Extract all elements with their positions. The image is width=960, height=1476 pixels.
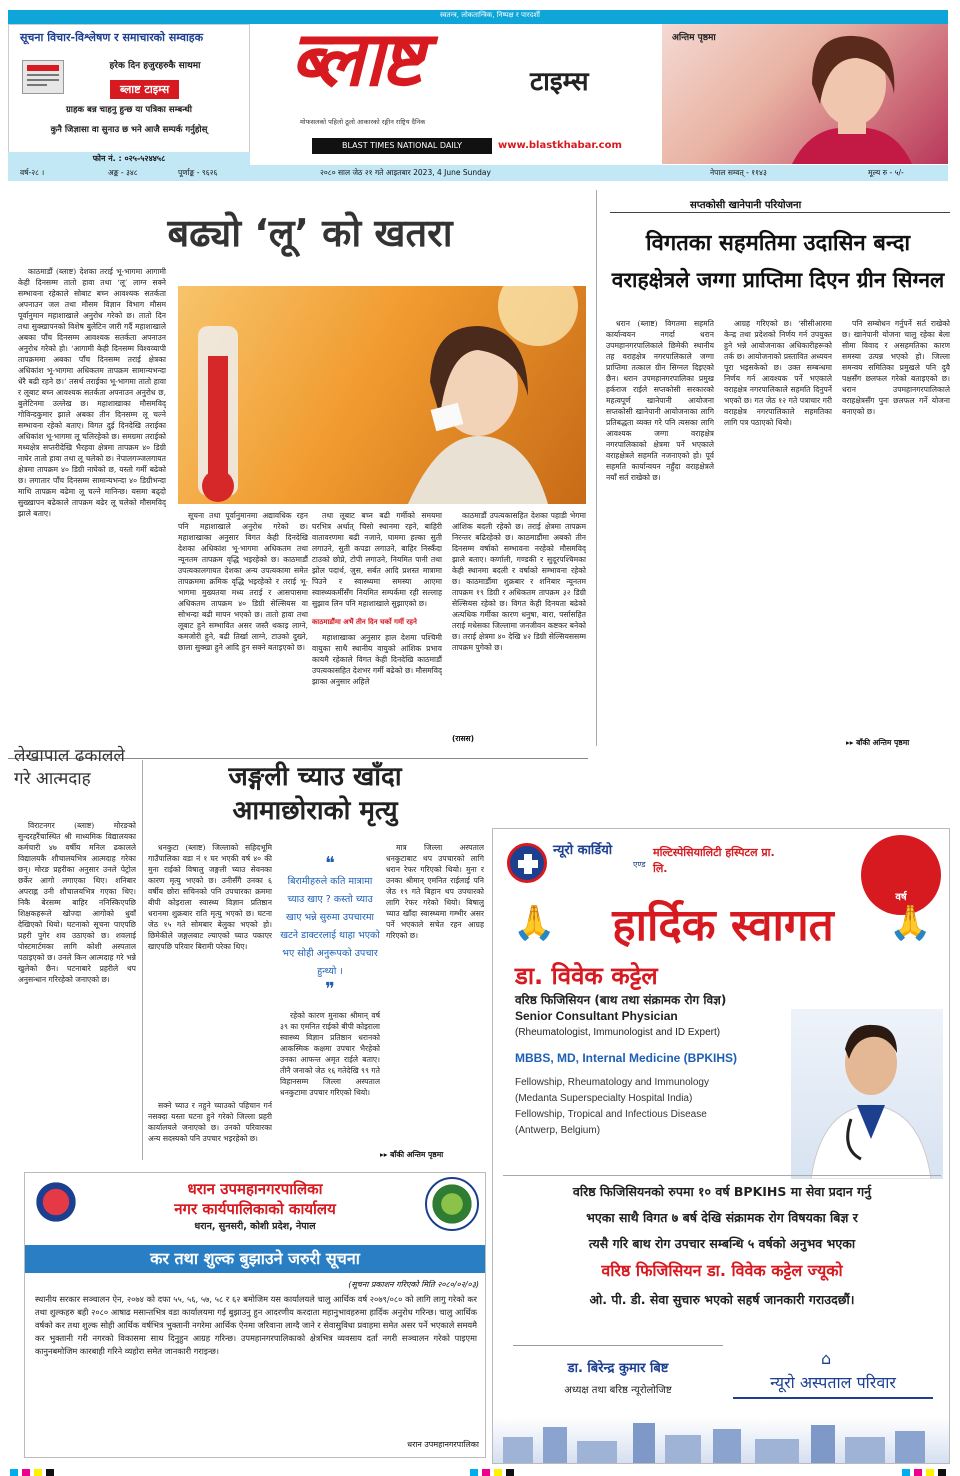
cover-photo [662, 24, 948, 164]
ad-body-line3: त्यसै गरि बाथ रोग उपचार सम्बन्धि ५ वर्षको अनुभव भएका [588, 1236, 856, 1251]
designation-np: वरिष्ठ फिजिसियन (बाथ तथा संक्रामक रोग विज्ञ) [515, 993, 727, 1007]
story2-col2-text: आग्रह गरिएको छ। ‘सीसीआरमा केन्द्र तथा प्रदेशको निर्णय गर्न उपयुक्त हुने भन्ने आयोजनाका अधिकारीहरूको तर्क छ। आयोजनाको प्रस्तावित अध्ययन पूरा भइसकेको छ। उक्त सम्बन्धमा निर्णय गर्न आवश्यक पर्ने भएकाले वराहक्षेत्र नगरपालिकाले सहमति दिनुपर्ने भएको छ। गत जेठ १२ गते पत्राचार गरी वराहक्षेत्र नगरपालिकाले सहमतिका लागि पत्र पठाएको थियो। [724, 319, 832, 427]
issue-year: वर्ष-२८ । [20, 168, 45, 177]
ad-body-line1: वरिष्ठ फिजिसियनको रुपमा १० वर्ष BPKIHS मा सेवा प्रदान गर्नु [572, 1184, 872, 1199]
hospital-ad[interactable] [492, 828, 950, 1464]
tagline: स्वतन्त्र, लोकतान्त्रिक, निष्पक्ष र पारदर्शी [440, 11, 540, 19]
story4-col4 [386, 842, 484, 1148]
story2-kicker: सप्तकोसी खानेपानी परियोजना [690, 200, 802, 211]
subscription-line2: ग्राहक बन्न चाहनु हुन्छ या पत्रिका सम्बन्धी [66, 105, 192, 115]
hospital-family: न्यूरो अस्पताल परिवार [733, 1371, 933, 1399]
story1-subhead: काठमाडौंमा अभैं तीन दिन चर्को गर्मी रहने [312, 618, 417, 626]
notice-body-text: स्थानीय सरकार सञ्चालन ऐन, २०७४ को दफा ५५, ५६, ५७, ५८ र ६२ बमोजिम यस कार्यालयले चालु आर्थिक वर्ष २०७९/०८० को लागि लागु गरेको कर तथा शुल्कहरु बही २०८० आषाढ मसान्तभित्र वडा कार्यालयमा गई बुझाउनु हुन आदरणीय करदाता महानुभावहरुमा हार्दिक अनुरोध गरिन्छ। चालु आर्थिक वर्षको कर तथा शुल्क सोही आर्थिक वर्षभित्र भुक्तानी नगरेमा आर्थिक ऐनमा जरिवाना लाग्दै जाने र सेवासुविधा प्रवाहमा समेत असर पर्ने भएकाले समयमै कर भुक्तानी गरी नगरको विकासमा साथ दिनुहुन आग्रह गरिन्छ। उपमहानगरपालिकाको क्षेत्रभित्र व्यवसाय दर्ता नगरी सञ्चालन गरेको पाइएमा कानुनबमोजिम कारबाही गरिने व्यहोरा समेत जानकारी गराइन्छ। [35, 1294, 477, 1356]
story1-col1-text: काठमाडौं (ब्लाष्ट) देशका तराई भू-भागमा आगामी केही दिनसम्म तातो हावा तथा ‘लू’ लाग्न सक्ने सम्भावना रहेकाले सोबाट बच्न आवश्यक सतर्कता अपनाउन जल तथा मौसम विज्ञान विभाग मौसम पूर्वानुमान महाशाखाले अनुरोध गरेको छ। तातो दिन तथा सुक्खापनको विशेष बुलेटिन जारी गर्दै महाशाखाले अबका पाँच दिनसम्म आवश्यक सतर्कता अपनाउन अनुरोध गरेको हो। ‘आगामी केही दिनसम्म विश्वव्यापी तापक्रममा अबका पाँच दिनसम्म तराई क्षेत्रका अधिकांश भू-भागमा अधिकतम तापक्रम सामान्यभन्दा धेरै बढी रहने छ।’ तसर्थ तराईका भू-भागमा तातो हावा र लूबाट बच्न आवश्यक सतर्कता अपनाउन अनुरोध छ, बुलेटिनमा उल्लेख छ। महाशाखाका मौसमविद् गोविन्दकुमार झाले अबका तीन दिनसम्म लू चल्ने सम्भावना रहेको बताए। विगत दुई दिनदेखि तराईका अधिकांश भू-भागमा लू चलिरहेको छ। समग्रमा तराईको मध्यक्षेत्र सप्तरीदेखि भैरहवा क्षेत्रमा तापक्रम ४० डिग्री नाघेर तातो हावा तथा लू चलेको छ। नेपालगञ्जलगायत क्षेत्रमा तापक्रम ४० डिग्री नाघेको छ, यस्तो गर्मी बढेको छ। लगातार पाँच दिनसम्म सामान्यभन्दा ४० डिग्रीभन्दा माथि तापक्रम बढेमा लू चल्ने मानिन्छ। यसमा बढ्दो सुख्खापन बढेकाले तापक्रम बढेर लू चलेको मौसमविद् झाले बताए। [18, 267, 166, 518]
masthead-url[interactable]: www.blastkhabar.com [498, 140, 622, 151]
story3-body [18, 820, 136, 1160]
skyline-strip [493, 1417, 950, 1464]
issue-total: पूर्णाङ्क - ९६२६ [178, 168, 218, 177]
story4-jump-text: बाँकी अन्तिम पृष्ठमा [390, 1150, 444, 1159]
doctor-portrait-icon [791, 1009, 943, 1179]
municipal-logo-icon [425, 1177, 479, 1231]
quote-open-icon: ❝ [325, 853, 335, 874]
hospital-logo-icon [507, 843, 547, 883]
newspaper-icon [22, 60, 64, 94]
story4-col3-block [280, 1010, 380, 1160]
story1-col2 [178, 510, 308, 744]
anniversary-badge-text: वर्ष [895, 892, 907, 903]
fellowship-1b: (Medanta Superspecialty Hospital India) [515, 1093, 693, 1104]
story2-col3-text: पनि सम्बोधन गर्नुपर्ने सर्त राखेको छ। खानेपानी योजना चालु रहेका बेला सीमा विवाद र असहमतिका कारण समस्या उत्पन्न भएको हो। जिल्ला समन्वय समितिका प्रमुखले पनि दुवै पक्षसँग छलफल गरेको बताइएको छ। धरान उपमहानगरपालिकाले वराहक्षेत्रसँग पुनः छलफल गर्ने योजना बनाएको छ। [842, 319, 950, 416]
story2-headline [606, 226, 950, 298]
story2-headline-line1: विगतका सहमतिमा उदासिन बन्दा [645, 231, 911, 256]
notice-signer: धरान उपमहानगरपालिका [407, 1440, 479, 1449]
subscription-banner [8, 30, 248, 52]
story4-headline-line1: जङ्गली च्याउ खाँदा [228, 762, 402, 792]
issue-price: मूल्य रु - ५/- [868, 168, 904, 177]
story1-col3b [312, 632, 442, 744]
signer-name: डा. बिरेन्द्र कुमार बिष्ट [567, 1361, 669, 1376]
color-registration-icon [0, 1467, 960, 1476]
notice-date: (सूचना प्रकाशन गरिएको मिति २०८०/०२/०३) [348, 1280, 479, 1289]
story1-col4 [452, 510, 586, 732]
city-skyline-icon [493, 1417, 950, 1464]
thermometer-woman-icon [178, 286, 586, 504]
fellowship-2: Fellowship, Tropical and Infectious Disease [515, 1109, 707, 1120]
issue-date: २०८० साल जेठ २१ गते आइतबार 2023, 4 June Sunday [320, 168, 491, 177]
namaste-right-icon: 🙏 [889, 903, 932, 943]
story2-col3 [842, 318, 950, 728]
story2-jump-text: बाँकी अन्तिम पृष्ठमा [856, 738, 910, 747]
story3-body-text: विराटनगर (ब्लाष्ट) मोरङको सुन्दरहरैंचास्थित श्री माध्यमिक विद्यालयका कर्मचारी ४७ वर्षीय मनिल ढकालले विद्यालयकै शौचालयभित्र आत्मदाह गरेका छन्। मोरङ प्रहरीका अनुसार उनले पेट्रोल छर्केर आगो लगाएका थिए। शनिबार अपराह्न उनी शौचालयभित्र गएका थिए। निकै बेरसम्म बाहिर ननिस्किएपछि शिक्षकहरूले खोज्दा आगोको धुवाँ देखिएको थियो। घटनाको सूचना पाएपछि प्रहरी पुगेर शव उठाएको छ। शवलाई पोस्टमार्टमका लागि कोशी अस्पताल पठाइएको छ। उनले किन आत्मदाह गरे भन्ने खुलेको छैन। घटनाबारे प्रहरीले थप अनुसन्धान गरिरहेको जनाएको छ। [18, 821, 136, 984]
designation-en: Senior Consultant Physician [515, 1009, 678, 1023]
story1-col1 [18, 266, 166, 744]
story1-credit: (रासस) [452, 734, 475, 743]
story1-col3 [312, 510, 442, 616]
doctor-name: डा. विवेक कट्टेल [515, 962, 658, 990]
masthead-subtitle: टाइम्स [530, 67, 589, 97]
story2-jump[interactable] [846, 738, 909, 748]
story1-col3-text: तथा लूबाट बच्न बढी गर्मीको समयमा घरभित्र अर्थात् चिसो स्थानमा रहने, बाहिरी वातावरणमा बढी नजाने, घाममा हल्का सुती लगाउने, सुती कपडा लगाउने, बाहिर निस्कँदा टाउको छोप्ने, टोपी लगाउने, नियमित पानी तथा झोल पदार्थ, जुस, सर्बत आदि प्रशस्त मात्रामा पिउने र स्वास्थ्यमा समस्या आएमा स्वास्थ्यकर्मीसँग नियमित सम्पर्कमा रही सल्लाह सुझाव लिन पनि महाशाखाले सुझाएको छ। [312, 511, 442, 608]
story4-col3-text: रहेको कारण मुनाका श्रीमान् वर्ष ३९ का एमनित राईको बीपी कोइराला स्वास्थ्य विज्ञान प्रतिष्ठान धरानको आकस्मिक कक्षमा उपचार भैरहेको उनका आफन्त अमृत राईले बताए। तीनै जनाको जेठ १६ गतेदेखि ९९ गते विहानसम्म जिल्ला अस्पताल धनकुटामा उपचार गरिएको थियो। [280, 1011, 380, 1097]
issue-info-bar [8, 165, 948, 181]
notice-address: धरान, सुनसरी, कोशी प्रदेश, नेपाल [194, 1221, 316, 1232]
story1-col2-text: सूचना तथा पूर्वानुमानमा अद्यावधिक रहन पनि महाशाखाले अनुरोध गरेको छ। महाशाखाका अनुसार विगत केही दिनदेखि देशका अधिकांश भू-भागमा अधिकतम तथा न्यूनतम तापक्रम वृद्धि भइरहेको छ। काठमाडौं उपत्यकालगायत देशका अन्य उपत्यकामा समेत तापक्रममा क्रमिक वृद्धि भइरहेको र तराई भू-भागमा मुख्यतया मध्य तराई र आसपासमा अधिकतम तापक्रम ४० डिग्री सेल्सियस वा सोभन्दा बढी मापन भएको छ। तातो हावा तथा लूबाट हुने सम्भावित असर जस्तै थकाइ लाग्ने, कमजोरी हुने, बढी तिर्खा लाग्ने, टाउको दुख्ने, छाला सुक्खा हुने आदि हुन सक्ने बताइएको छ। [178, 511, 308, 652]
fellowship-1: Fellowship, Rheumatology and Immunology [515, 1077, 709, 1088]
notice-title2: नगर कार्यपालिकाको कार्यालय [174, 1200, 336, 1218]
issue-number: अङ्क - ३४८ [108, 168, 138, 177]
story1-col4-text: काठमाडौं उपत्यकासहित देशका पहाडी भेगमा आंशिक बदली रहेको छ। तराई क्षेत्रमा तापक्रम निरन्तर बढिरहेको छ। काठमाडौंमा अबको तीन दिनसम्म वर्षाको सम्भावना नरहेको मौसमविद् झाले बताए। कर्णाली, गण्डकी र सुदूरपश्चिमका केही स्थानमा बदली र वर्षाको सम्भावना रहेको छ। काठमाडौंमा शुक्रबार र शनिबार न्यूनतम तापक्रम १९ डिग्री र अधिकतम तापक्रम ३२ डिग्री सेल्सियस रहेको छ। विगत केही दिनयता बढेको अत्यधिक गर्मीका कारण धनुषा, बारा, पर्सासहित तराई मधेसका जिल्लामा जनजीवन कष्टकर बनेको छ। तराई क्षेत्रमा ४० देखि ४२ डिग्री सेल्सियससम्म तापक्रम पुगेको छ। [452, 511, 586, 652]
masthead-logo: ब्लाष्ट [290, 14, 420, 103]
notice-heading: कर तथा शुल्क बुझाउने जरुरी सूचना [25, 1245, 485, 1273]
story4-headline-line2: आमाछोराको मृत्यु [232, 796, 398, 826]
story4-col4-text: मात्र जिल्ला अस्पताल धनकुटाबाट थप उपचारको लागि धरान रेफर गरिएको थियो। मुना र उनका श्रीमान् एमनित राईलाई पनि जेठ १९ गते बिहान थप उपचारको लागि रेफर गरेको थियो। बिषालु च्याउ खाँदा स्वास्थ्यमा गम्भीर असर पर्ने भएकाले सचेत रहन आग्रह गरिएको छ। [386, 843, 484, 940]
story4-col2-text: सक्ने च्याउ र नहुने च्याउको पहिचान गर्न नसक्दा यस्ता घटना हुने गरेको जिल्ला प्रहरी कार्यालयले जनाएको छ। उनको परिवारका अन्य सदस्यको पनि उपचार भइरहेको छ। [148, 1101, 272, 1143]
fellowship-2b: (Antwerp, Belgium) [515, 1125, 601, 1136]
story1-headline: बढ्यो ‘लू’ को खतरा [167, 211, 453, 255]
doctor-photo [791, 1009, 943, 1179]
story4-jump[interactable] [380, 1150, 443, 1160]
house-icon: ⌂ [821, 1349, 832, 1368]
namaste-left-icon: 🙏 [513, 903, 556, 943]
cover-label: अन्तिम पृष्ठमा [672, 33, 716, 43]
column-divider [596, 190, 597, 746]
doctor-degree: MBBS, MD, Internal Medicine (BPKIHS) [515, 1051, 738, 1065]
subscription-banner-text: सूचना विचार-विश्लेषण र समाचारको सम्वाहक [20, 31, 204, 44]
quote-close-icon: ❞ [325, 979, 335, 1000]
story2-kicker-rule [610, 212, 950, 213]
masthead-band: BLAST TIMES NATIONAL DAILY [312, 138, 492, 154]
story2-col2 [724, 318, 832, 754]
print-registration-strip [0, 1464, 960, 1476]
hospital-name: मल्टिस्पेसियालिटी हस्पिटल प्रा. लि. [653, 846, 775, 875]
story3-headline: लेखापाल ढकालले गरे आत्मदाह [14, 746, 125, 789]
story4-col1-text: धनकुटा (ब्लाष्ट) जिल्लाको सहिदभूमि गाउँपालिका वडा नं १ घर भएकी वर्ष ४० की मुना राईको विषालु जङ्गली च्याउ सेवनका कारण मृत्यु भएको छ। उनीसँगै उनका ६ वर्षीय छोरा सचिनको पनि उपचारका क्रममा बीपी कोइराला स्वास्थ्य विज्ञान प्रतिष्ठान धरानमा शुक्रबार राति मृत्यु भएको छ। घटना जेठ १५ गते सोमबार बेलुका भएको हो। छिमेकीले जङ्गलबाट ल्याएको च्याउ पकाएर खाएपछि परिवार बिरामी परेका थिए। [148, 843, 272, 951]
nepal-era: नेपाल सम्वत् - ११४३ [710, 168, 767, 177]
government-emblem-icon [33, 1179, 79, 1225]
story2-headline-line2: वराहक्षेत्रले जग्गा प्राप्तिमा दिएन ग्रीन सिग्नल [611, 268, 945, 292]
ad-body-line5: ओ. पी. डी. सेवा सुचारु भएको सहर्ष जानकारी गराउदछौं। [589, 1292, 855, 1307]
subscription-name: ब्लाष्ट टाइम्स [110, 80, 179, 99]
subscription-line1: हरेक दिन हजुरहरुकै साथमा [109, 61, 201, 71]
story4-quote-text: बिरामीहरुले कति मात्रामा च्याउ खाए ? कस्तो च्याउ खाए भन्ने सुरुमा उपचारमा खटने डाक्टरलाई थाहा भएको भए सोही अनुरूपको उपचार हुन्थ्यो । [280, 876, 380, 977]
story1-col3b-text: महाशाखाका अनुसार हाल देशमा पश्चिमी वायुका साथै स्थानीय वायुको आंशिक प्रभाव कायमै रहेकाले विगत केही दिनदेखि काठमाडौं उपत्यकासहित देशभर गर्मी बढेको छ। मौसमविद् झाका अनुसार अहिले [312, 633, 442, 686]
welcome-heading: हार्दिक स्वागत [612, 900, 834, 951]
jump-arrow-icon: ▸▸ [846, 738, 857, 747]
signer-title: अध्यक्ष तथा बरिष्ठ न्यूरोलोजिष्ट [564, 1385, 672, 1396]
hospital-logo-name: न्यूरो कार्डियो [553, 843, 613, 858]
story2-col1-text: धरान (ब्लाष्ट) विगतमा सहमति कार्यान्वयन नगर्दा धरान उपमहानगरपालिकाले छिमेकी स्थानीय तह वराहक्षेत्र नगरपालिकाले जग्गा प्राप्तिमा तत्काल ग्रीन सिग्नल दिइएको छैन। धरान उपमहानगरपालिका प्रमुख हर्कराज राईले सप्तकोसी सरकारको महत्वपूर्ण खानेपानी आयोजना सप्तकोसी खानेपानी आयोजनाका लागि प्रतिबद्धता व्यक्त गरे पनि त्यसका लागि आवश्यक जग्गा वराहक्षेत्र नगरपालिकाको क्षेत्रमा पर्ने भएकाले वराहक्षेत्रले सहमति नजनाएको हो। पूर्व सहमति कार्यान्वयन नहुँदा वराहक्षेत्रले नयाँ सर्त राखेको छ। [606, 319, 714, 482]
story4-headline [150, 760, 480, 828]
designation-en2: (Rheumatologist, Immunologist and ID Expert) [515, 1027, 721, 1038]
story3-divider [142, 760, 143, 1160]
hospital-family-box [733, 1345, 933, 1411]
story4-pullquote [280, 855, 380, 1005]
story4-col2 [148, 1100, 272, 1160]
signer-box [513, 1345, 723, 1411]
masthead-tagline: मोफसलको पहिलो ठूलो आकारको रङ्गीन राष्ट्रिय दैनिक [300, 118, 426, 126]
woman-portrait-icon [662, 24, 948, 164]
subscription-phone: फोन नं. : ०२५-५२४४५८ [8, 152, 250, 166]
ad-body-line4: वरिष्ठ फिजिसियन डा. विवेक कट्टेल ज्यूको [601, 1261, 843, 1280]
jump-arrow-icon: ▸▸ [380, 1150, 391, 1159]
story2-col1 [606, 318, 714, 754]
subscription-line3: कुनै जिज्ञासा वा सुनाउ छ भने आजै सम्पर्क गर्नुहोस् [50, 125, 208, 135]
notice-body [35, 1293, 477, 1433]
hospital-logo-tail: एण्ड [633, 860, 646, 869]
tax-notice [24, 1172, 486, 1458]
ad-body-line2: भएका साथै विगत ७ बर्ष देखि संक्रामक रोग विषयका बिज्ञ र [586, 1210, 858, 1225]
ad-divider [503, 1175, 941, 1176]
notice-title1: धरान उपमहानगरपालिका [187, 1180, 323, 1198]
heatwave-photo [178, 286, 586, 504]
